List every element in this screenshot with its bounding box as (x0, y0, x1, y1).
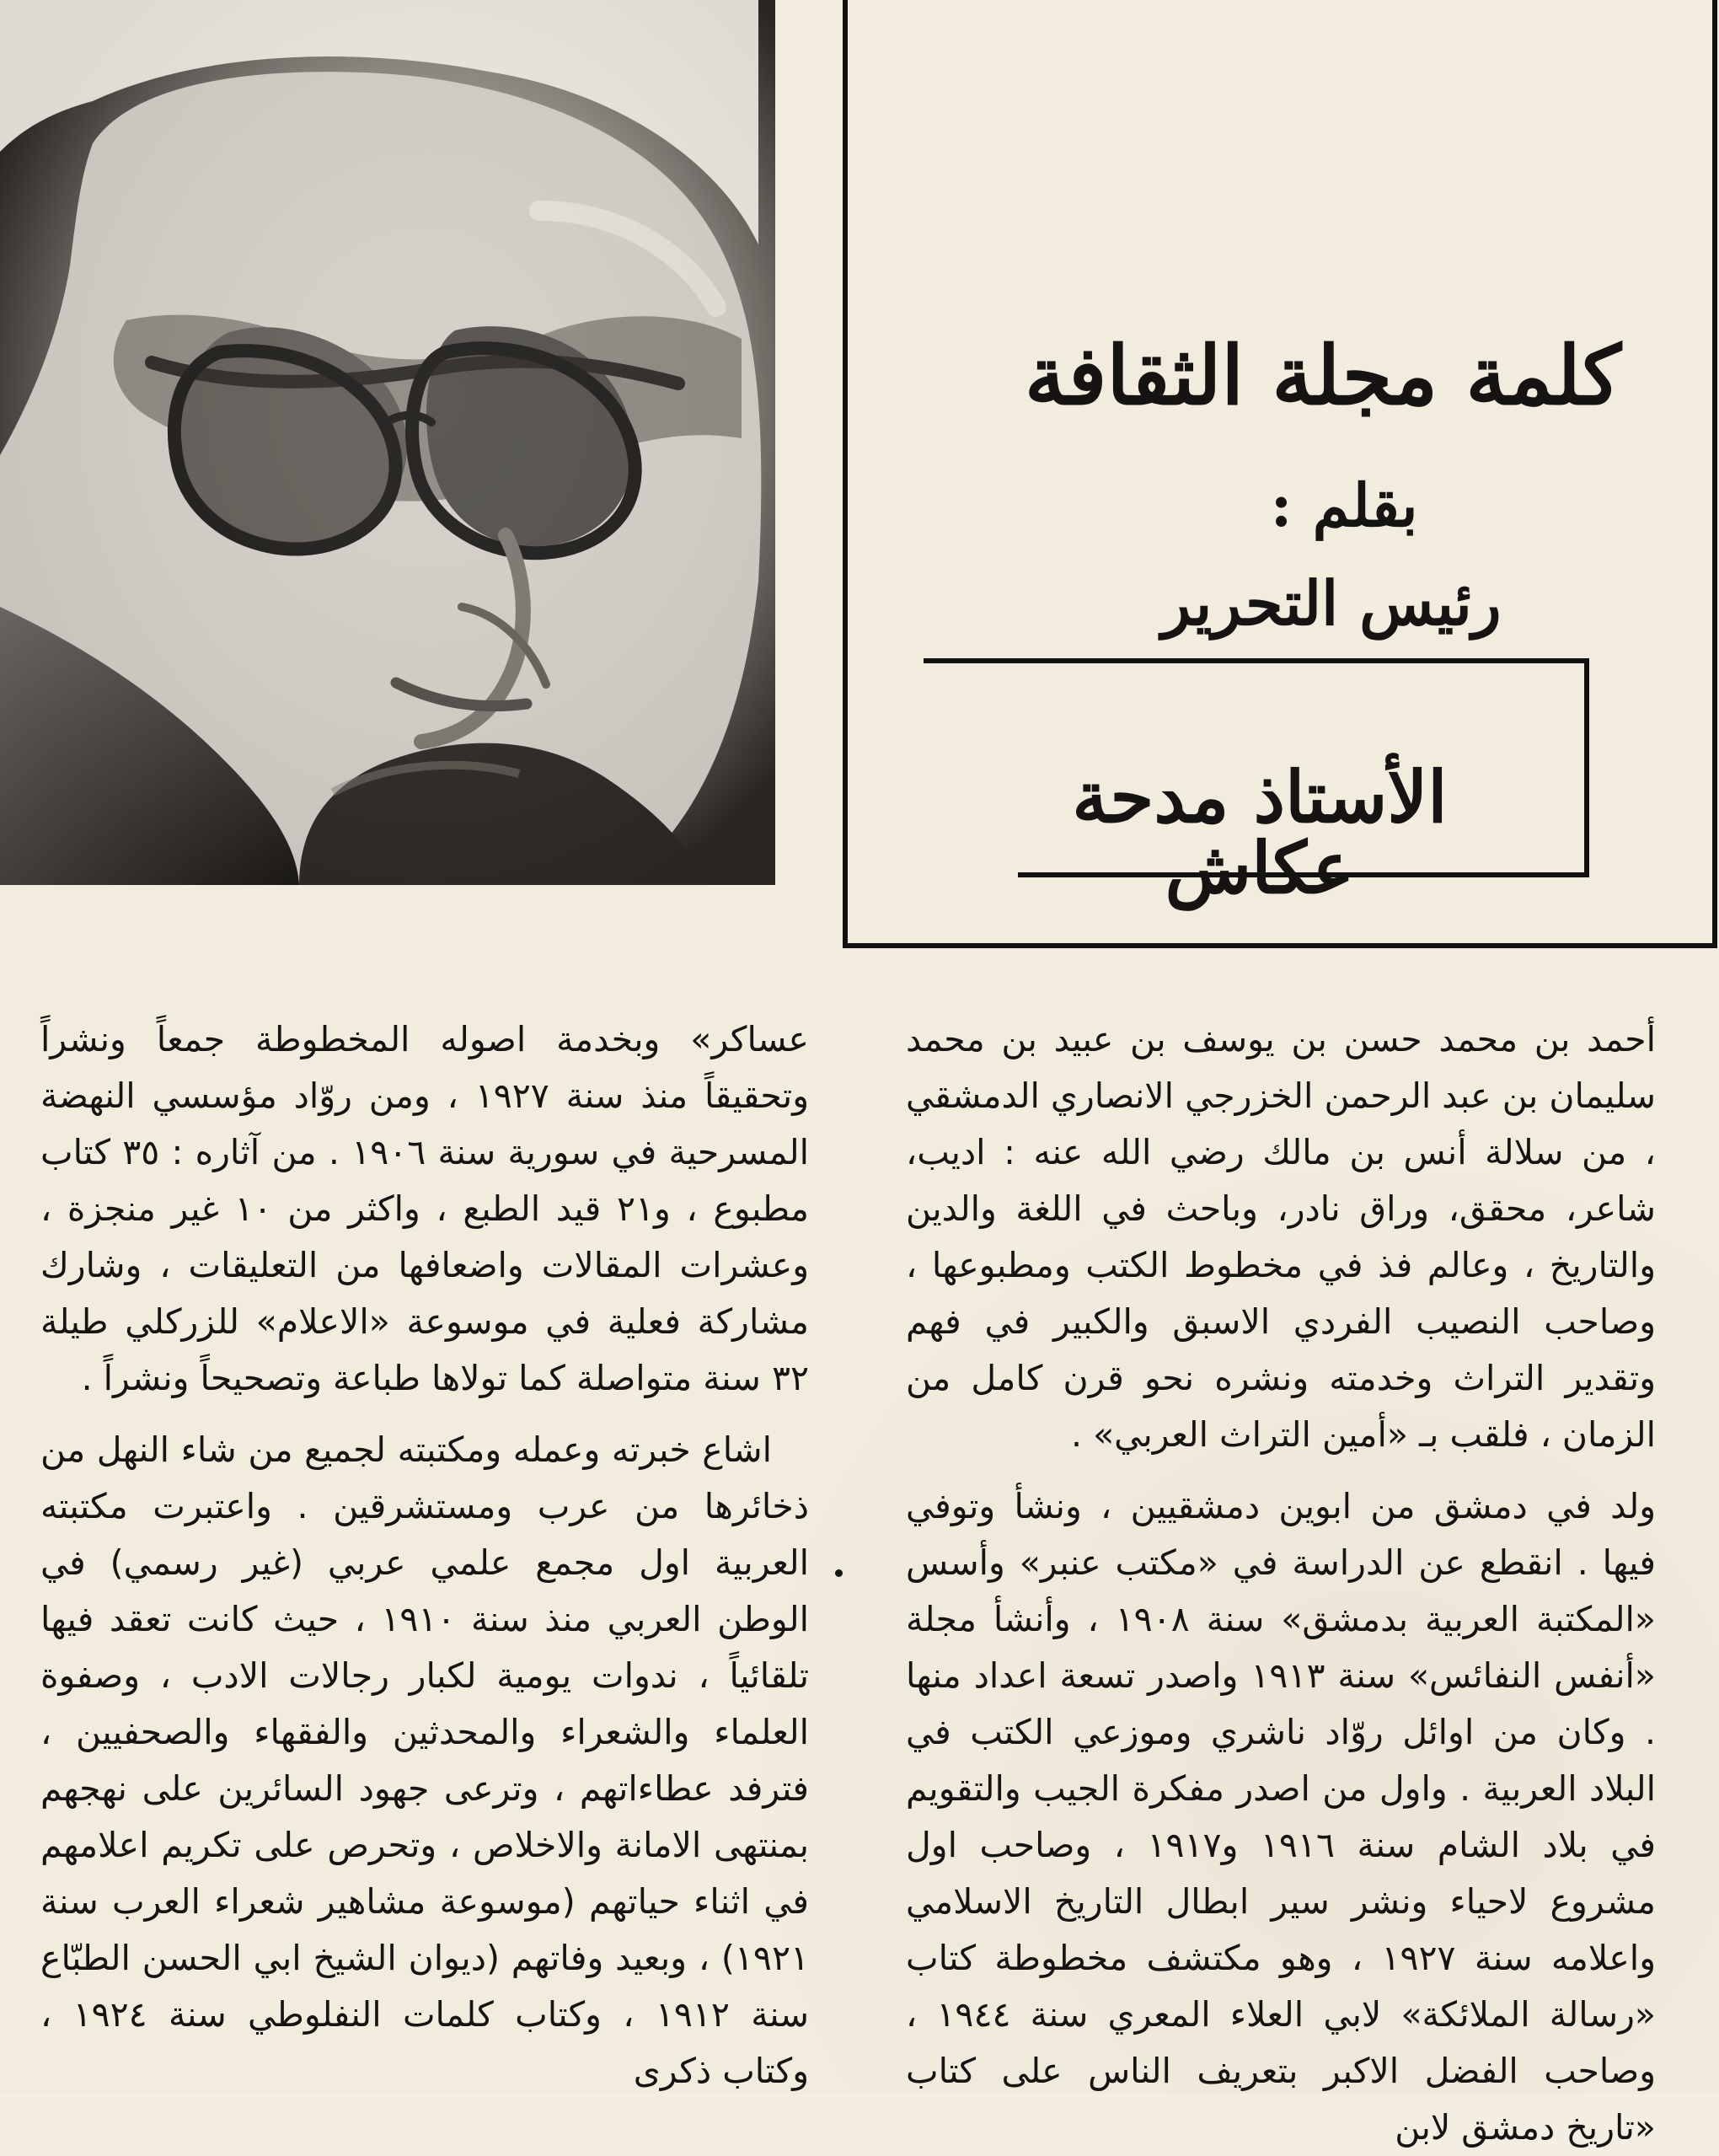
page-title: كلمة مجلة الثقافة (1025, 328, 1621, 423)
title-frame-left-border (843, 0, 848, 948)
column-separator-dot (835, 1569, 843, 1577)
title-frame-right-border (1712, 0, 1717, 948)
right-column-paragraph-1: أحمد بن محمد حسن بن يوسف بن عبيد بن محمد سليمان بن عبد الرحمن الخزرجي الانصاري الدمشقي ، من سلالة أنس بن مالك رضي الله عنه : اديب، شاعر، محقق، وراق نادر، وباحث في اللغة والدين والتاريخ ، وعالم فذ في مخطوط الكتب ومطبوعها ، وصاحب النصيب الفردي الاسبق والكبير في فهم وتقدير التراث وخدمته ونشره نحو قرن كامل من الزمان ، فلقب بـ «أمين التراث العربي» . (906, 1019, 1656, 1455)
editor-title: رئيس التحرير (1161, 567, 1502, 639)
author-name: الأستاذ مدحة عكاش (1072, 755, 1448, 909)
right-column-paragraph-2: ولد في دمشق من ابوين دمشقيين ، ونشأ وتوفي فيها . انقطع عن الدراسة في «مكتب عنبر» وأسس «المكتبة العربية بدمشق» سنة ١٩٠٨ ، وأنشأ مجلة «أنفس النفائس» سنة ١٩١٣ واصدر تسعة اعداد منها . وكان من اوائل روّاد ناشري وموزعي الكتب في البلاد العربية . واول من اصدر مفكرة الجيب والتقويم في بلاد الشام سنة ١٩١٦ و١٩١٧ ، وصاحب اول مشروع لاحياء ونشر سير ابطال التاريخ الاسلامي واعلامه سنة ١٩٢٧ ، وهو مكتشف مخطوطة كتاب «رسالة الملائكة» لابي العلاء المعري سنة ١٩٤٤ ، وصاحب الفضل الاكبر بتعريف الناس على كتاب «تاريخ دمشق لابن (906, 1486, 1657, 2148)
article-column-left (40, 1011, 810, 2091)
left-column-paragraph-1: عساكر» وبخدمة اصوله المخطوطة جمعاً ونشراً وتحقيقاً منذ سنة ١٩٢٧ ، ومن روّاد مؤسسي النهضة المسرحية في سورية سنة ١٩٠٦ . من آثاره : ٣٥ كتاب مطبوع ، و٢١ قيد الطبع ، واكثر من ١٠ غير منجزة ، وعشرات المقالات واضعافها من التعليقات ، وشارك مشاركة فعلية في موسوعة «الاعلام» للزركلي طيلة ٣٢ سنة متواصلة كما تولاها طباعة وتصحيحاً ونشراً . (40, 1019, 810, 1398)
title-frame-bottom-border (843, 943, 1717, 948)
left-column-paragraph-2: اشاع خبرته وعمله ومكتبته لجميع من شاء النهل من ذخائرها من عرب ومستشرقين . واعتبرت مكتبته العربية اول مجمع علمي عربي (غير رسمي) في الوطن العربي منذ سنة ١٩١٠ ، حيث كانت تعقد فيها تلقائياً ، ندوات يومية لكبار رجالات الادب ، وصفوة العلماء والشعراء والمحدثين والفقهاء والصحفيين ، فترفد عطاءاتهم ، وترعى جهود السائرين على نهجهم بمنتهى الامانة والاخلاص ، وتحرص على تكريم اعلامهم في اثناء حياتهم (موسوعة مشاهير شعراء العرب سنة ١٩٢١) ، وبعيد وفاتهم (ديوان الشيخ ابي الحسن الطبّاع سنة ١٩١٢ ، وكتاب كلمات النفلوطي سنة ١٩٢٤ ، وكتاب ذكرى (40, 1429, 809, 2091)
name-frame-right-border (1584, 658, 1589, 877)
author-photo (0, 0, 775, 885)
byline-label: بقلم : (1270, 470, 1418, 540)
article-column-right (906, 1011, 1657, 2148)
title-box (843, 0, 1719, 957)
name-frame-top-border (924, 658, 1589, 663)
